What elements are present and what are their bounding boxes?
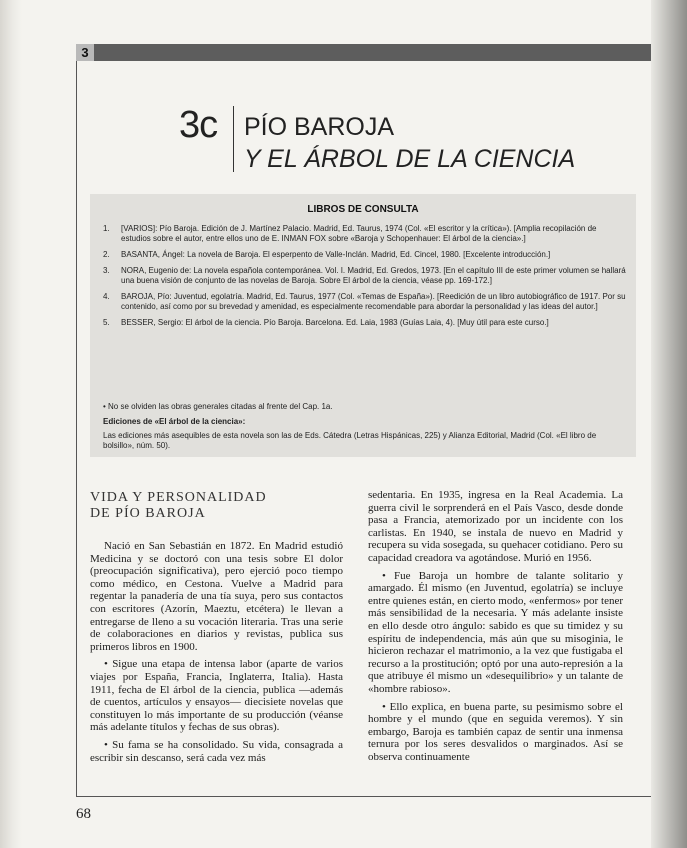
paragraph: sedentaria. En 1935, ingresa en la Real Academia. La guerra civil le sorprenderá en el País Vasco, desde donde pasa a Francia, atemorizado por un incidente con los carlistas. En 1940, se instala de nuevo en Madrid y recupera su vida sosegada, su quehacer cotidiano. Pero su capacidad creadora va agotándose. Murió en 1956. xyxy=(368,489,623,564)
reference-item: 4. BAROJA, Pío: Juventud, egolatría. Madrid, Ed. Taurus, 1977 (Col. «Temas de España»). [Reedición de un libro autobiográfico de 1917. Por su contenido, así como por su brevedad y amenidad, es especialmente recomendable para abordar la personalidad y las ideas del autor.] xyxy=(103,292,626,311)
chapter-divider xyxy=(233,106,234,172)
reference-item: 3. NORA, Eugenio de: La novela española contemporánea. Vol. I. Madrid, Ed. Gredos, 1973. [En el capítulo III de este primer volumen se hallará una buena visión de conjunto de las novelas de Baroja. Sobre El árbol de la ciencia, véase pp. 169-172.] xyxy=(103,266,626,285)
reference-reminder: • No se olviden las obras generales citadas al frente del Cap. 1a. xyxy=(103,402,333,411)
paragraph: Nació en San Sebastián en 1872. En Madrid estudió Medicina y se doctoró con una tesis sobre El dolor (preocupación significativa), pero ejerció poco tiempo como médico, en Cestona. Vuelve a Madrid para regentar la panadería de una tía suya, pero sus contactos con escritores (Azorín, Maeztu, etcétera) le llevan a entregarse de lleno a su vocación literaria. Tras una serie de colaboraciones en diarios y revistas, publica sus primeros libros en 1900. xyxy=(90,540,343,653)
right-column xyxy=(368,489,623,768)
reference-item: 5. BESSER, Sergio: El árbol de la ciencia. Pío Baroja. Barcelona. Ed. Laia, 1983 (Guías Laia, 4). [Muy útil para este curso.] xyxy=(103,318,549,327)
paragraph: • Sigue una etapa de intensa labor (aparte de varios viajes por España, Francia, Inglaterra, Italia). Hasta 1911, fecha de El árbol de la ciencia, publica —además de cuentos, artículos y ensayos— diecisiete novelas que constituyen lo más importante de su producción (véanse más adelante títulos y fechas de sus obras). xyxy=(90,658,343,734)
reference-item: 2. BASANTA, Ángel: La novela de Baroja. El esperpento de Valle-Inclán. Madrid, Ed. Cincel, 1980. [Excelente introducción.] xyxy=(103,250,551,259)
editions-text: Las ediciones más asequibles de esta novela son las de Eds. Cátedra (Letras Hispánicas, 225) y Alianza Editorial, Madrid (Col. «El libro de bolsillo», núm. 50). xyxy=(103,431,597,450)
section-title: VIDA Y PERSONALIDAD DE PÍO BAROJA xyxy=(90,490,267,521)
margin-rule xyxy=(76,61,77,796)
paragraph: • Fue Baroja un hombre de talante solitario y amargado. Él mismo (en Juventud, egolatría) se incluye entre quienes están, en cierto modo, «enfermos» por tener más sensibilidad de la necesaria. Y más adelante insiste en ello desde otro ángulo: sabido es que su timidez y su espíritu de independencia, más aún que su misoginia, le hicieron rechazar el matrimonio, a la vez que fustigaba el recurso a la prostitución; optó por una auto-represión a la que atribuye él mismo un «desequilibrio» y un talante de «hombre rabioso». xyxy=(368,569,623,695)
book-spine-shadow xyxy=(0,0,22,848)
left-column xyxy=(90,540,343,769)
footer-rule xyxy=(76,796,651,797)
page-number: 68 xyxy=(76,806,91,822)
reference-title: LIBROS DE CONSULTA xyxy=(307,204,419,215)
editions-heading: Ediciones de «El árbol de la ciencia»: xyxy=(103,417,246,426)
paragraph: • Ello explica, en buena parte, su pesimismo sobre el hombre y el mundo (que en seguida veremos). Y sin embargo, Baroja es también capaz de sentir una inmensa ternura por los seres desvalidos o marginados. Así se observa continuamente xyxy=(368,700,623,763)
chapter-title-line2: Y EL ÁRBOL DE LA CIENCIA xyxy=(244,145,576,173)
chapter-title-line1: PÍO BAROJA xyxy=(244,113,395,141)
chapter-number: 3c xyxy=(179,104,218,146)
reference-list xyxy=(103,224,628,334)
reference-notes xyxy=(103,402,628,451)
chapter-header-bar xyxy=(76,44,651,61)
chapter-tab: 3 xyxy=(76,44,94,61)
page-edge-shadow xyxy=(651,0,687,848)
reference-item: 1. [VARIOS]: Pío Baroja. Edición de J. Martínez Palacio. Madrid, Ed. Taurus, 1974 (Col. «El escritor y la crítica»). [Amplia recopilación de estudios sobre el autor, entre ellos uno de E. INMAN FOX sobre «Baroja y Schopenhauer: El árbol de la ciencia».] xyxy=(103,224,597,243)
paragraph: • Su fama se ha consolidado. Su vida, consagrada a escribir sin descanso, será cada vez más xyxy=(90,738,343,764)
